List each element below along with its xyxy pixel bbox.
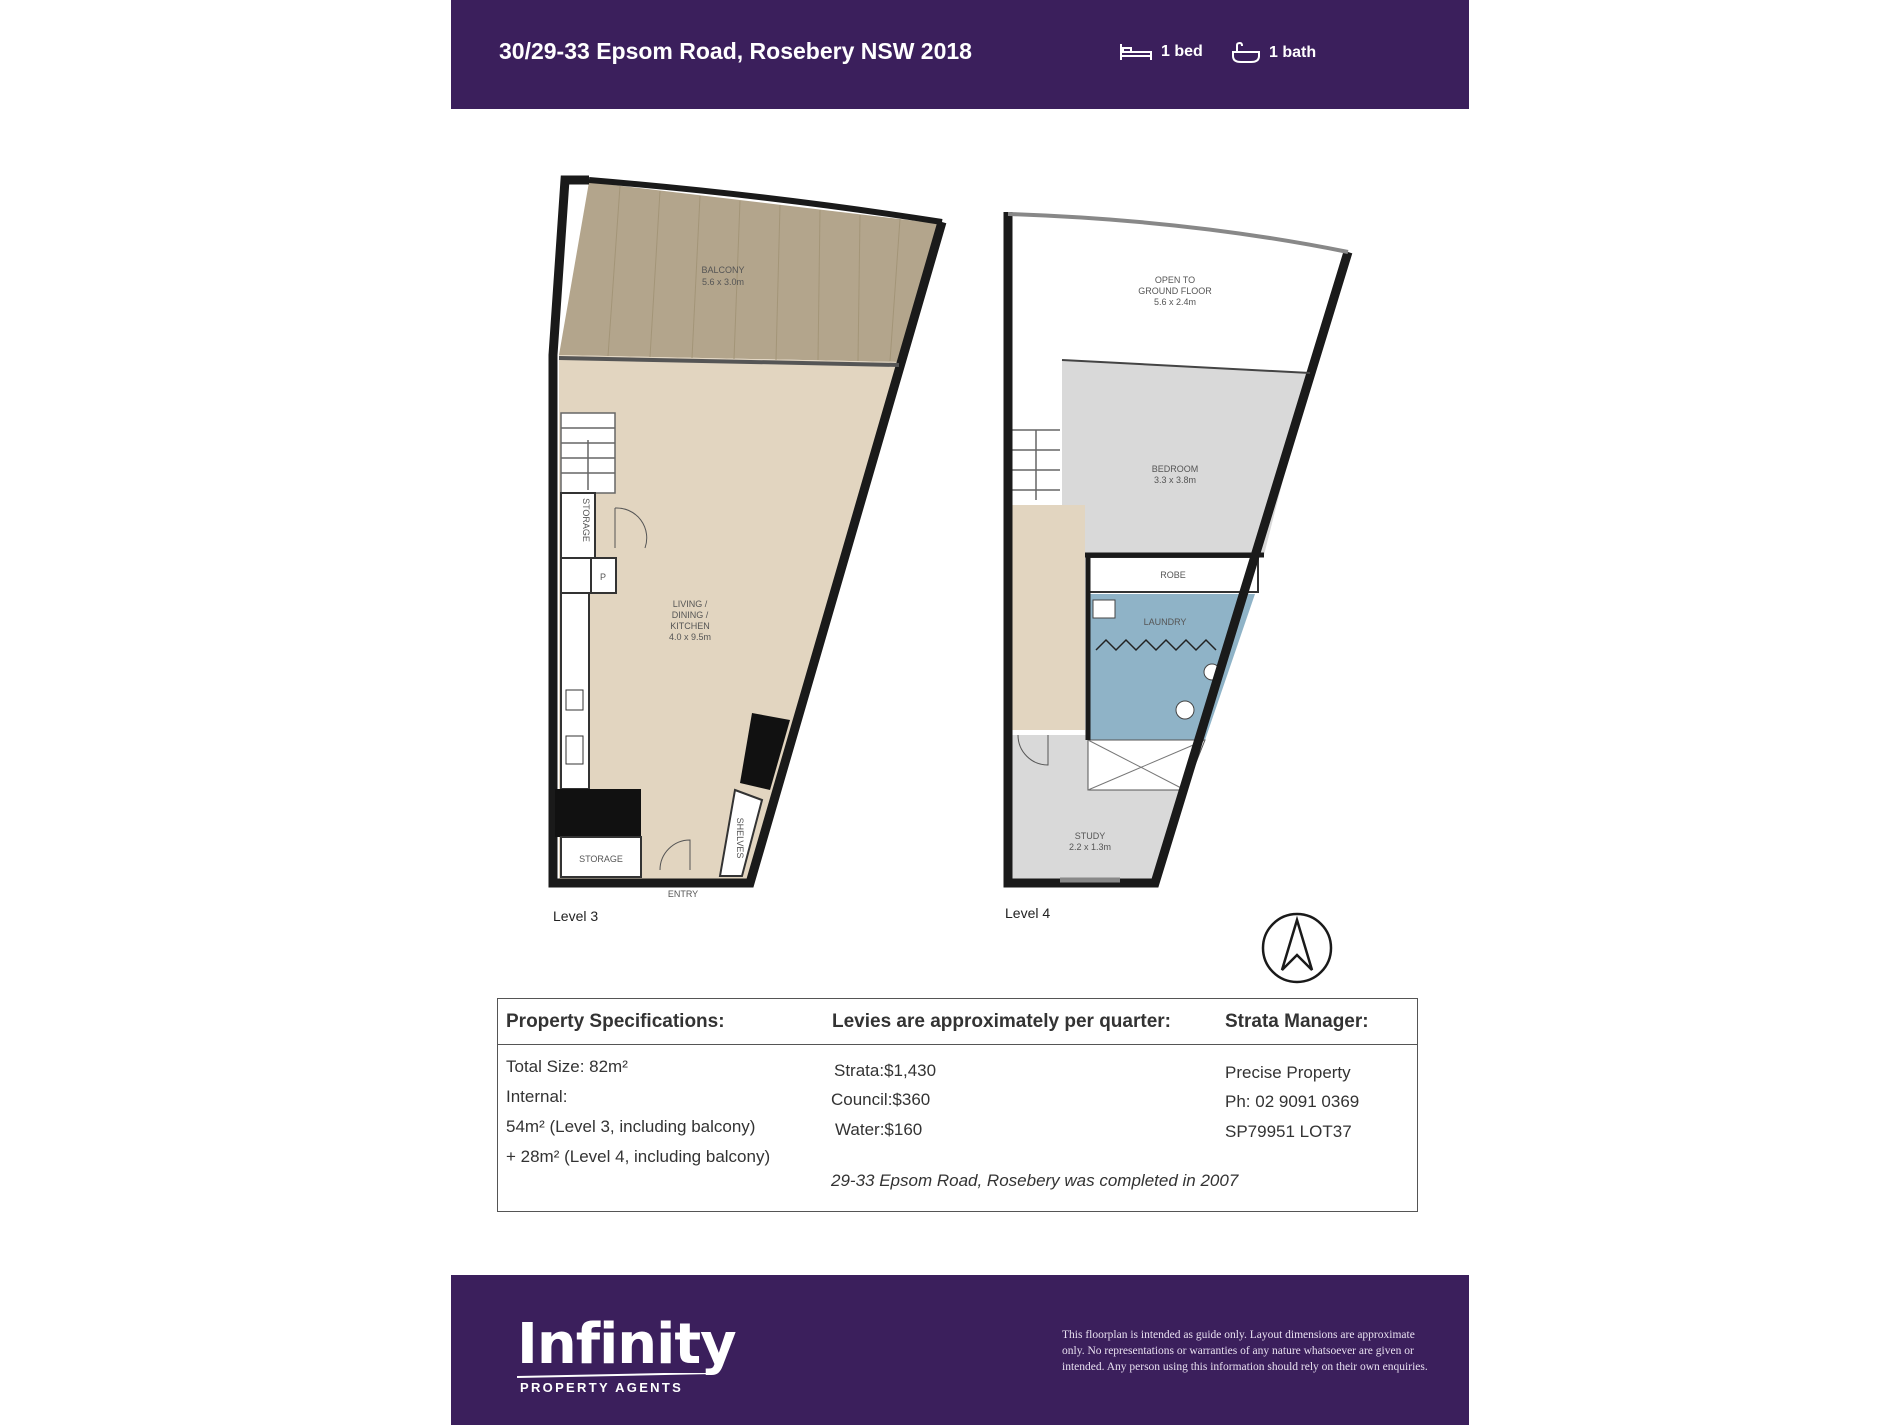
level3-living-line1: LIVING / bbox=[672, 599, 708, 609]
strata-manager-phone: Ph: 02 9091 0369 bbox=[1225, 1092, 1360, 1111]
footer-band bbox=[451, 1275, 1469, 1425]
level4-laundry-label: LAUNDRY bbox=[1143, 617, 1187, 627]
property-specs-box bbox=[497, 998, 1418, 1212]
level4-plan bbox=[1008, 212, 1348, 883]
property-address: 30/29-33 Epsom Road, Rosebery NSW 2018 bbox=[499, 38, 972, 64]
level4-bedroom bbox=[1062, 360, 1310, 555]
level4-study-name: STUDY bbox=[1074, 831, 1106, 841]
bed-count: 1 bed bbox=[1161, 43, 1203, 60]
level3-balcony bbox=[559, 182, 942, 362]
level3-living-line2: DINING / bbox=[671, 610, 709, 620]
level3-living-dims: 4.0 x 9.5m bbox=[668, 632, 712, 642]
level3-balcony-dims: 5.6 x 3.0m bbox=[701, 277, 745, 287]
strata-manager-name: Precise Property bbox=[1225, 1063, 1351, 1082]
level3-pantry: P bbox=[599, 572, 607, 582]
floorplan-disclaimer: This floorplan is intended as guide only. Layout dimensions are approximate only. No representations or warranties of any nature whatsoever are given or intended. Any person using this information should rely on their own enquiries. bbox=[1062, 1329, 1428, 1373]
level4-bedroom-name: BEDROOM bbox=[1151, 464, 1199, 474]
level3-storage-side: STORAGE bbox=[581, 498, 591, 542]
level4-study-dims: 2.2 x 1.3m bbox=[1068, 842, 1112, 852]
specs-col3-title: Strata Manager: bbox=[1225, 1011, 1369, 1032]
specs-col1-title: Property Specifications: bbox=[506, 1011, 725, 1032]
spec-internal: Internal: bbox=[506, 1087, 568, 1106]
completed-note: 29-33 Epsom Road, Rosebery was completed in 2007 bbox=[831, 1171, 1239, 1190]
spec-level4-size: + 28m² (Level 4, including balcony) bbox=[506, 1147, 771, 1166]
level3-living-line3: KITCHEN bbox=[670, 621, 710, 631]
specs-header-row bbox=[498, 999, 1417, 1045]
spec-total-size: Total Size: 82m² bbox=[506, 1057, 628, 1076]
level3-entry: ENTRY bbox=[667, 889, 699, 899]
strata-lot: SP79951 LOT37 bbox=[1225, 1122, 1352, 1141]
level3-storage-bottom: STORAGE bbox=[579, 854, 623, 864]
level3-shelves: SHELVES bbox=[735, 817, 745, 859]
levy-strata: Strata:$1,430 bbox=[834, 1061, 937, 1080]
spec-level3-size: 54m² (Level 3, including balcony) bbox=[506, 1117, 756, 1136]
levy-council: Council:$360 bbox=[831, 1090, 931, 1109]
agency-logo-name: Infinity bbox=[517, 1312, 736, 1377]
level4-landing bbox=[1010, 505, 1085, 730]
level4-robe: ROBE bbox=[1160, 570, 1186, 580]
levy-water: Water:$160 bbox=[835, 1120, 923, 1139]
level3-balcony-name: BALCONY bbox=[701, 265, 745, 275]
level3-label: Level 3 bbox=[553, 908, 599, 924]
level4-open-line1: OPEN TO bbox=[1154, 275, 1196, 285]
specs-col2-title: Levies are approximately per quarter: bbox=[832, 1011, 1171, 1032]
level3-stairs bbox=[561, 413, 615, 493]
bath-count: 1 bath bbox=[1269, 44, 1317, 61]
level4-label: Level 4 bbox=[1005, 905, 1051, 921]
level3-plan bbox=[553, 180, 942, 899]
agency-logo-subtitle: PROPERTY AGENTS bbox=[520, 1380, 684, 1395]
level4-open-line2: GROUND FLOOR bbox=[1138, 286, 1212, 296]
level4-bedroom-dims: 3.3 x 3.8m bbox=[1153, 475, 1197, 485]
north-arrow-icon bbox=[1263, 914, 1331, 982]
level4-open-dims: 5.6 x 2.4m bbox=[1153, 297, 1197, 307]
